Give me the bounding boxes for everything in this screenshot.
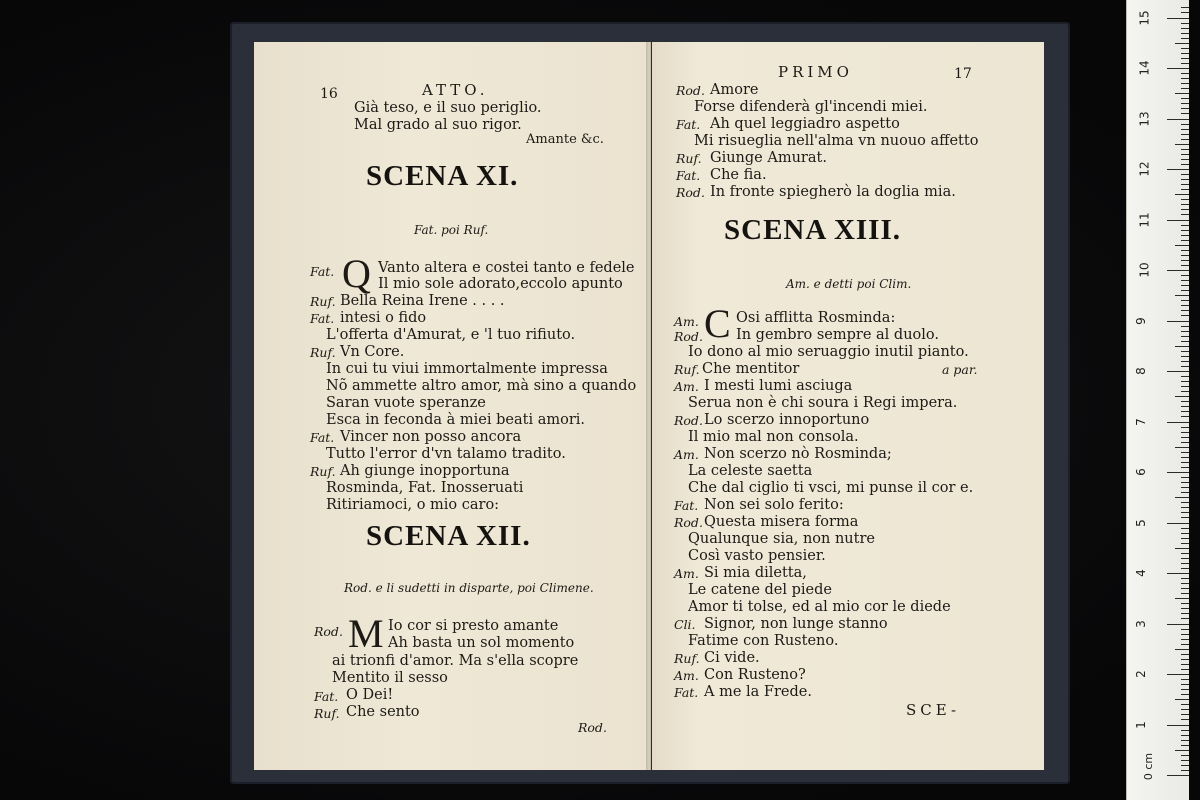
ruler-tick xyxy=(1181,558,1189,559)
ruler-tick xyxy=(1181,694,1189,695)
text-line: ai trionfi d'amor. Ma s'ella scopre xyxy=(332,653,579,669)
text-line: O Dei! xyxy=(346,687,394,703)
ruler-tick xyxy=(1175,649,1189,650)
text-line: Bella Reina Irene . . . . xyxy=(340,293,505,309)
text-line: In fronte spiegherò la doglia mia. xyxy=(710,184,956,200)
ruler-tick xyxy=(1167,472,1189,473)
ruler-tick xyxy=(1181,689,1189,690)
ruler-tick xyxy=(1181,265,1189,266)
text-line: Ah basta un sol momento xyxy=(388,635,575,651)
ruler-tick xyxy=(1181,184,1189,185)
text-line: Rosminda, Fat. Inosseruati xyxy=(326,480,524,496)
text-line: A me la Frede. xyxy=(704,684,812,700)
speaker-label: Rod. xyxy=(676,83,705,98)
ruler-tick xyxy=(1181,487,1189,488)
ruler-tick xyxy=(1181,240,1189,241)
ruler-tick xyxy=(1175,245,1189,246)
ruler-tick xyxy=(1181,214,1189,215)
ruler-tick xyxy=(1181,679,1189,680)
ruler-tick xyxy=(1175,447,1189,448)
ruler-tick xyxy=(1181,53,1189,54)
ruler-tick xyxy=(1181,326,1189,327)
text-line: Serua non è chi soura i Regi impera. xyxy=(688,395,958,411)
speaker-label: Ruf. xyxy=(310,294,336,309)
speaker-label: Rod. xyxy=(674,515,703,530)
speaker-label: Am. xyxy=(674,314,699,329)
ruler-tick xyxy=(1181,83,1189,84)
ruler-tick xyxy=(1181,538,1189,539)
ruler-tick xyxy=(1181,477,1189,478)
text-line: Che fia. xyxy=(710,167,767,183)
ruler-number: 1 xyxy=(1133,720,1148,729)
ruler-tick xyxy=(1181,98,1189,99)
ruler-tick xyxy=(1181,704,1189,705)
ruler-tick xyxy=(1181,23,1189,24)
text-line: Nõ ammette altro amor, mà sino a quando xyxy=(326,378,637,394)
ruler-tick xyxy=(1181,28,1189,29)
ruler-tick xyxy=(1181,149,1189,150)
ruler-tick xyxy=(1175,396,1189,397)
ruler-tick xyxy=(1181,154,1189,155)
drop-cap: Q xyxy=(342,251,371,296)
ruler-tick xyxy=(1181,129,1189,130)
ruler-tick xyxy=(1181,189,1189,190)
page-number: 17 xyxy=(954,66,972,82)
ruler-tick xyxy=(1181,63,1189,64)
text-line: L'offerta d'Amurat, e 'l tuo rifiuto. xyxy=(326,327,576,343)
speaker-label: Ruf. xyxy=(310,464,336,479)
text-line: Amor ti tolse, ed al mio cor le diede xyxy=(688,599,951,615)
ruler-tick xyxy=(1181,578,1189,579)
speaker-label: Rod. xyxy=(314,624,343,639)
ruler-tick xyxy=(1181,164,1189,165)
ruler-tick xyxy=(1175,346,1189,347)
text-line: Vn Core. xyxy=(340,344,405,360)
ruler-tick xyxy=(1181,432,1189,433)
ruler-tick xyxy=(1181,124,1189,125)
text-line: Mi risueglia nell'alma vn nuouo affetto xyxy=(694,133,979,149)
text-line: Saran vuote speranze xyxy=(326,395,486,411)
ruler-tick xyxy=(1181,73,1189,74)
ruler-tick xyxy=(1181,159,1189,160)
ruler-tick xyxy=(1181,482,1189,483)
text-line: intesi o fido xyxy=(340,310,427,326)
ruler-tick xyxy=(1181,512,1189,513)
ruler-tick xyxy=(1181,336,1189,337)
ruler-tick xyxy=(1181,714,1189,715)
ruler-tick xyxy=(1181,108,1189,109)
speaker-label: Ruf. xyxy=(310,345,336,360)
ruler-tick xyxy=(1181,38,1189,39)
speaker-label: Fat. xyxy=(676,117,701,132)
ruler-tick xyxy=(1181,305,1189,306)
scene-title: SCENA XI. xyxy=(366,160,519,192)
ruler-tick xyxy=(1181,275,1189,276)
catchword: SCE- xyxy=(906,701,961,719)
ruler-tick xyxy=(1181,730,1189,731)
right-page xyxy=(652,42,1044,770)
text-line: Questa misera forma xyxy=(704,514,859,530)
text-line: Giunge Amurat. xyxy=(710,150,827,166)
text-line: Forse difenderà gl'incendi miei. xyxy=(694,99,928,115)
ruler-tick xyxy=(1181,457,1189,458)
ruler-tick xyxy=(1181,634,1189,635)
text-line: Con Rusteno? xyxy=(704,667,806,683)
text-line: Il mio sole adorato,eccolo apunto xyxy=(378,276,623,292)
ruler-tick xyxy=(1181,48,1189,49)
ruler-tick xyxy=(1181,654,1189,655)
text-line: Le catene del piede xyxy=(688,582,832,598)
ruler-tick xyxy=(1181,7,1189,8)
text-line: In cui tu viui immortalmente impressa xyxy=(326,361,608,377)
ruler-number: 5 xyxy=(1133,518,1148,527)
ruler-tick xyxy=(1181,235,1189,236)
ruler-tick xyxy=(1181,563,1189,564)
ruler-tick xyxy=(1181,629,1189,630)
ruler-tick xyxy=(1181,745,1189,746)
ruler-tick xyxy=(1167,624,1189,625)
ruler-tick xyxy=(1181,103,1189,104)
ruler-tick xyxy=(1181,12,1189,13)
left-page xyxy=(254,42,651,770)
ruler-number: 7 xyxy=(1133,417,1148,426)
ruler-tick xyxy=(1181,533,1189,534)
ruler-tick xyxy=(1175,497,1189,498)
page-number: 16 xyxy=(320,86,338,102)
ruler-tick xyxy=(1181,341,1189,342)
ruler-tick xyxy=(1181,255,1189,256)
text-line: La celeste saetta xyxy=(688,463,813,479)
running-head: ATTO. xyxy=(422,81,489,99)
ruler-tick xyxy=(1181,381,1189,382)
running-head: PRIMO xyxy=(778,63,853,81)
ruler-tick xyxy=(1181,664,1189,665)
speaker-label: Ruf. xyxy=(674,362,700,377)
ruler-tick xyxy=(1167,119,1189,120)
ruler-tick xyxy=(1181,608,1189,609)
ruler-tick xyxy=(1175,93,1189,94)
ruler-tick xyxy=(1175,548,1189,549)
text-line: Tutto l'error d'vn talamo tradito. xyxy=(326,446,566,462)
text-line: Mentito il sesso xyxy=(332,670,448,686)
speaker-label: Fat. xyxy=(674,498,699,513)
ruler-tick xyxy=(1181,644,1189,645)
text-line: Io cor si presto amante xyxy=(388,618,559,634)
ruler-tick xyxy=(1181,366,1189,367)
ruler-number: 2 xyxy=(1133,670,1148,678)
ruler-number: 6 xyxy=(1133,468,1148,476)
scene-subtitle: Fat. poi Ruf. xyxy=(414,223,489,237)
ruler-tick xyxy=(1181,230,1189,231)
ruler-tick xyxy=(1167,775,1189,776)
ruler-number: 4 xyxy=(1133,569,1148,577)
ruler-tick xyxy=(1181,709,1189,710)
ruler-tick xyxy=(1181,528,1189,529)
ruler-number: 9 xyxy=(1133,316,1148,325)
ruler-tick xyxy=(1175,699,1189,700)
ruler-tick xyxy=(1181,639,1189,640)
measuring-ruler xyxy=(1126,0,1189,800)
text-line: Lo scerzo innoportuno xyxy=(704,412,870,428)
text-line: Ritiriamoci, o mio caro: xyxy=(326,497,500,513)
drop-cap: M xyxy=(348,611,384,656)
ruler-tick xyxy=(1181,113,1189,114)
ruler-tick xyxy=(1181,209,1189,210)
speaker-label: Fat. xyxy=(674,685,699,700)
scene-title: SCENA XIII. xyxy=(724,214,901,246)
speaker-label: Ruf. xyxy=(676,151,702,166)
ruler-tick xyxy=(1181,770,1189,771)
ruler-tick xyxy=(1181,290,1189,291)
ruler-tick xyxy=(1167,725,1189,726)
ruler-tick xyxy=(1167,321,1189,322)
ruler-tick xyxy=(1167,573,1189,574)
ruler-tick xyxy=(1167,220,1189,221)
ruler-number: 13 xyxy=(1137,110,1152,127)
speaker-label: Fat. xyxy=(314,689,339,704)
ruler-tick xyxy=(1181,300,1189,301)
text-line: In gembro sempre al duolo. xyxy=(736,327,939,343)
ruler-tick xyxy=(1181,406,1189,407)
ruler-tick xyxy=(1181,285,1189,286)
speaker-label: Am. xyxy=(674,566,699,581)
speaker-label: Ruf. xyxy=(314,706,340,721)
ruler-number: 15 xyxy=(1137,9,1152,26)
ruler-tick xyxy=(1181,427,1189,428)
ruler-tick xyxy=(1181,356,1189,357)
ruler-tick xyxy=(1181,134,1189,135)
ruler-tick xyxy=(1181,199,1189,200)
text-line: Ah giunge inopportuna xyxy=(340,463,510,479)
ruler-tick xyxy=(1181,553,1189,554)
speaker-label: Ruf. xyxy=(674,651,700,666)
ruler-tick xyxy=(1181,260,1189,261)
ruler-tick xyxy=(1181,88,1189,89)
ruler-tick xyxy=(1181,411,1189,412)
ruler-tick xyxy=(1181,452,1189,453)
ruler-number: 12 xyxy=(1137,161,1152,177)
ruler-tick xyxy=(1175,144,1189,145)
text-line: Signor, non lunge stanno xyxy=(704,616,888,632)
text-line: Che mentitor xyxy=(702,361,800,377)
text-line: Vanto altera e costei tanto e fedele xyxy=(378,260,635,276)
ruler-tick xyxy=(1181,361,1189,362)
text-line: Il mio mal non consola. xyxy=(688,429,859,445)
speaker-label: Am. xyxy=(674,379,699,394)
ruler-unit-label: 0 cm xyxy=(1142,752,1156,781)
ruler-tick xyxy=(1175,598,1189,599)
text-line: Si mia diletta, xyxy=(704,565,807,581)
ruler-tick xyxy=(1181,765,1189,766)
ruler-tick xyxy=(1181,659,1189,660)
text-line: Così vasto pensier. xyxy=(688,548,826,564)
ruler-tick xyxy=(1181,684,1189,685)
ruler-tick xyxy=(1181,593,1189,594)
amante-line: Amante &c. xyxy=(526,132,604,147)
ruler-tick xyxy=(1181,416,1189,417)
text-line: Già teso, e il suo periglio. xyxy=(354,100,542,116)
ruler-tick xyxy=(1181,376,1189,377)
speaker-label: Fat. xyxy=(676,168,701,183)
speaker-label: Rod. xyxy=(674,413,703,428)
ruler-tick xyxy=(1181,719,1189,720)
speaker-label: Fat. xyxy=(310,264,335,279)
ruler-tick xyxy=(1181,351,1189,352)
text-line: Amore xyxy=(710,82,759,98)
ruler-tick xyxy=(1167,18,1189,19)
ruler-number: 3 xyxy=(1133,619,1148,628)
speaker-label: Am. xyxy=(674,447,699,462)
ruler-tick xyxy=(1181,310,1189,311)
ruler-tick xyxy=(1175,43,1189,44)
text-line: Fatime con Rusteno. xyxy=(688,633,839,649)
ruler-tick xyxy=(1181,250,1189,251)
ruler-tick xyxy=(1181,588,1189,589)
ruler-number: 10 xyxy=(1137,262,1152,278)
ruler-tick xyxy=(1181,543,1189,544)
text-line: Vincer non posso ancora xyxy=(340,429,522,445)
ruler-tick xyxy=(1181,315,1189,316)
ruler-tick xyxy=(1181,568,1189,569)
text-line: Ah quel leggiadro aspetto xyxy=(710,116,900,132)
ruler-tick xyxy=(1181,442,1189,443)
speaker-label: Fat. xyxy=(310,311,335,326)
text-line: Non sei solo ferito: xyxy=(704,497,844,513)
ruler-tick xyxy=(1181,386,1189,387)
ruler-tick xyxy=(1181,139,1189,140)
ruler-tick xyxy=(1181,58,1189,59)
scene-subtitle: Am. e detti poi Clim. xyxy=(786,277,912,291)
ruler-number: 8 xyxy=(1133,367,1148,375)
text-line: Mal grado al suo rigor. xyxy=(354,117,522,133)
ruler-tick xyxy=(1181,669,1189,670)
ruler-tick xyxy=(1167,422,1189,423)
ruler-tick xyxy=(1167,371,1189,372)
text-line: Qualunque sia, non nutre xyxy=(688,531,875,547)
ruler-tick xyxy=(1181,33,1189,34)
speaker-label: Fat. xyxy=(310,430,335,445)
drop-cap: C xyxy=(704,301,731,346)
text-line: Io dono al mio seruaggio inutil pianto. xyxy=(688,344,969,360)
ruler-tick xyxy=(1181,78,1189,79)
ruler-tick xyxy=(1181,517,1189,518)
ruler-tick xyxy=(1181,174,1189,175)
catchword: Rod. xyxy=(578,720,607,735)
ruler-tick xyxy=(1167,68,1189,69)
scene-title: SCENA XII. xyxy=(366,520,531,552)
text-line: Esca in feconda à miei beati amori. xyxy=(326,412,586,428)
ruler-tick xyxy=(1181,492,1189,493)
ruler-tick xyxy=(1181,618,1189,619)
ruler-tick xyxy=(1181,462,1189,463)
ruler-tick xyxy=(1181,331,1189,332)
ruler-tick xyxy=(1181,755,1189,756)
ruler-tick xyxy=(1167,523,1189,524)
ruler-tick xyxy=(1181,280,1189,281)
ruler-tick xyxy=(1181,613,1189,614)
ruler-tick xyxy=(1181,760,1189,761)
ruler-tick xyxy=(1181,502,1189,503)
ruler-number: 11 xyxy=(1137,211,1152,228)
ruler-tick xyxy=(1181,401,1189,402)
ruler-tick xyxy=(1181,467,1189,468)
scene-subtitle: Rod. e li sudetti in disparte, poi Climene. xyxy=(344,581,594,595)
ruler-tick xyxy=(1175,295,1189,296)
speaker-label: Am. xyxy=(674,668,699,683)
ruler-tick xyxy=(1167,674,1189,675)
ruler-tick xyxy=(1181,583,1189,584)
aside-note: a par. xyxy=(942,362,978,377)
text-line: Osi afflitta Rosminda: xyxy=(736,310,896,326)
ruler-tick xyxy=(1181,204,1189,205)
ruler-tick xyxy=(1167,270,1189,271)
ruler-tick xyxy=(1175,750,1189,751)
speaker-label: Rod. xyxy=(676,185,705,200)
ruler-number: 14 xyxy=(1137,60,1152,76)
text-line: Che dal ciglio ti vsci, mi punse il cor e. xyxy=(688,480,974,496)
text-line: Ci vide. xyxy=(704,650,760,666)
speaker-label: Cli. xyxy=(674,617,696,632)
ruler-tick xyxy=(1181,225,1189,226)
ruler-tick xyxy=(1181,507,1189,508)
ruler-tick xyxy=(1175,194,1189,195)
ruler-tick xyxy=(1181,603,1189,604)
ruler-tick xyxy=(1181,391,1189,392)
ruler-tick xyxy=(1181,735,1189,736)
speaker-label: Rod. xyxy=(674,329,703,344)
ruler-tick xyxy=(1181,179,1189,180)
text-line: I mesti lumi asciuga xyxy=(704,378,853,394)
ruler-tick xyxy=(1181,740,1189,741)
text-line: Non scerzo nò Rosminda; xyxy=(704,446,892,462)
text-line: Che sento xyxy=(346,704,420,720)
ruler-tick xyxy=(1181,437,1189,438)
ruler-tick xyxy=(1167,169,1189,170)
